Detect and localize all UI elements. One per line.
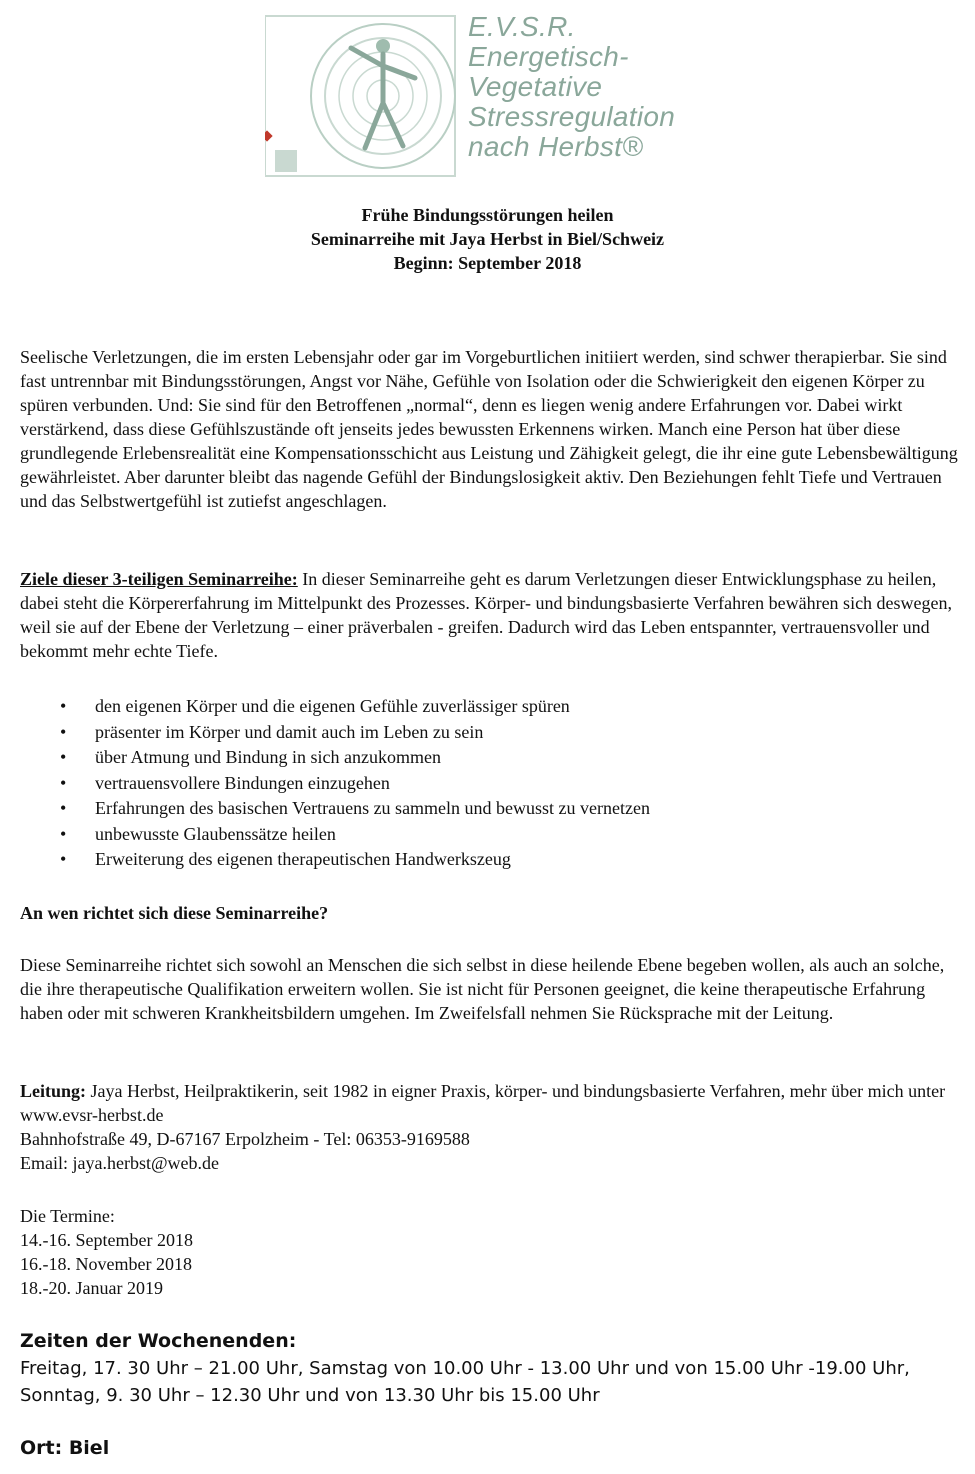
logo-line: Stressregulation (468, 101, 676, 132)
document-header (0, 203, 975, 275)
list-item: • präsenter im Körper und damit auch im Leben zu sein (20, 720, 650, 746)
header-subtitle: Seminarreihe mit Jaya Herbst in Biel/Schweiz (310, 229, 665, 249)
header-title: Frühe Bindungsstörungen heilen (361, 205, 614, 225)
zeiten-heading: Zeiten der Wochenenden: (20, 1330, 297, 1352)
audience-paragraph: Diese Seminarreihe richtet sich sowohl an Menschen die sich selbst in diese heilende Ebene begeben wollen, als auch an solche, die ihre therapeutische Qualifikation erweitern wollen. Sie ist nicht für Personen geeignet, die keine therapeutische Erfahrung haben oder mit schweren Krankheitsbildern umgehen. Im Zweifelsfall nehmen Sie Rücksprache mit der Leitung. (20, 955, 945, 1023)
list-item: • Erweiterung des eigenen therapeutischen Handwerkszeug (20, 847, 650, 873)
leitung-paragraph (20, 1079, 960, 1127)
list-item: • Erfahrungen des basischen Vertrauens zu sammeln und bewusst zu vernetzen (20, 796, 650, 822)
leitung-text: Jaya Herbst, Heilpraktikerin, seit 1982 in eigner Praxis, körper- und bindungsbasierte Verfahren, mehr über mich unter www.evsr-herbst.de (20, 1081, 946, 1125)
goals-list (20, 694, 650, 873)
leitung-label: Leitung: (20, 1081, 87, 1101)
ort-label: Ort: Biel (20, 1437, 110, 1459)
termine-date: 16.-18. November 2018 (20, 1254, 192, 1274)
goals-paragraph (20, 567, 960, 663)
list-item: • vertrauensvollere Bindungen einzugehen (20, 771, 650, 797)
header-start-date: Beginn: September 2018 (393, 253, 582, 273)
list-item: • über Atmung und Bindung in sich anzukommen (20, 745, 650, 771)
intro-paragraph: Seelische Verletzungen, die im ersten Lebensjahr oder gar im Vorgeburtlichen initiiert werden, sind schwer therapierbar. Sie sind fast untrennbar mit Bindungsstörungen, Angst vor Nähe, Gefühle von Isolation oder die Schwierigkeit den eigenen Körper zu spüren verbunden. Und: Sie sind für den Betroffenen „normal“, denn es liegen wenig andere Erfahrungen vor. Dabei wirkt verstärkend, dass diese Gefühlszustände oft jenseits jedes bewussten Erkennens wirken. Manch eine Person hat über diese grundlegende Erlebensrealität eine Kompensationsschicht aus Leistung und Zähigkeit gelegt, die ihr eine gute Lebensbewältigung gewährleistet. Aber darunter bleibt das nagende Gefühl der Bindungslosigkeit aktiv. Den Beziehungen fehlt Tiefe und Vertrauen und das Selbstwertgefühl ist zutiefst angeschlagen. (20, 347, 958, 511)
termine-date: 14.-16. September 2018 (20, 1230, 193, 1250)
logo-line: Vegetative (468, 71, 603, 102)
logo-line: E.V.S.R. (468, 11, 576, 42)
goals-label: Ziele dieser 3-teiligen Seminarreihe: (20, 569, 298, 589)
logo-line: nach Herbst® (468, 131, 644, 162)
logo-line: Energetisch- (468, 41, 629, 72)
zeiten-text: Freitag, 17. 30 Uhr – 21.00 Uhr, Samstag von 10.00 Uhr - 13.00 Uhr und von 15.00 Uhr -19.00 Uhr, Sonntag, 9. 30 Uhr – 12.30 Uhr und von 13.30 Uhr bis 15.00 Uhr (20, 1358, 910, 1406)
logo-text (468, 12, 675, 162)
termine-heading: Die Termine: (20, 1206, 115, 1226)
list-item: • unbewusste Glaubenssätze heilen (20, 822, 650, 848)
termine-date: 18.-20. Januar 2019 (20, 1278, 163, 1298)
leitung-email: Email: jaya.herbst@web.de (20, 1153, 220, 1173)
leitung-address: Bahnhofstraße 49, D-67167 Erpolzheim - Tel: 06353-9169588 (20, 1129, 470, 1149)
goals-text: In dieser Seminarreihe geht es darum Verletzungen dieser Entwicklungsphase zu heilen, dabei steht die Körpererfahrung im Mittelpunkt des Prozesses. Körper- und bindungsbasierte Verfahren bewähren sich deswegen, weil sie auf der Ebene der Verletzung – einer präverbalen - greifen. Dadurch wird das Leben entspannter, vertrauensvoller und bekommt mehr echte Tiefe. (20, 569, 953, 661)
audience-heading: An wen richtet sich diese Seminarreihe? (20, 903, 329, 923)
list-item: • den eigenen Körper und die eigenen Gefühle zuverlässiger spüren (20, 694, 650, 720)
